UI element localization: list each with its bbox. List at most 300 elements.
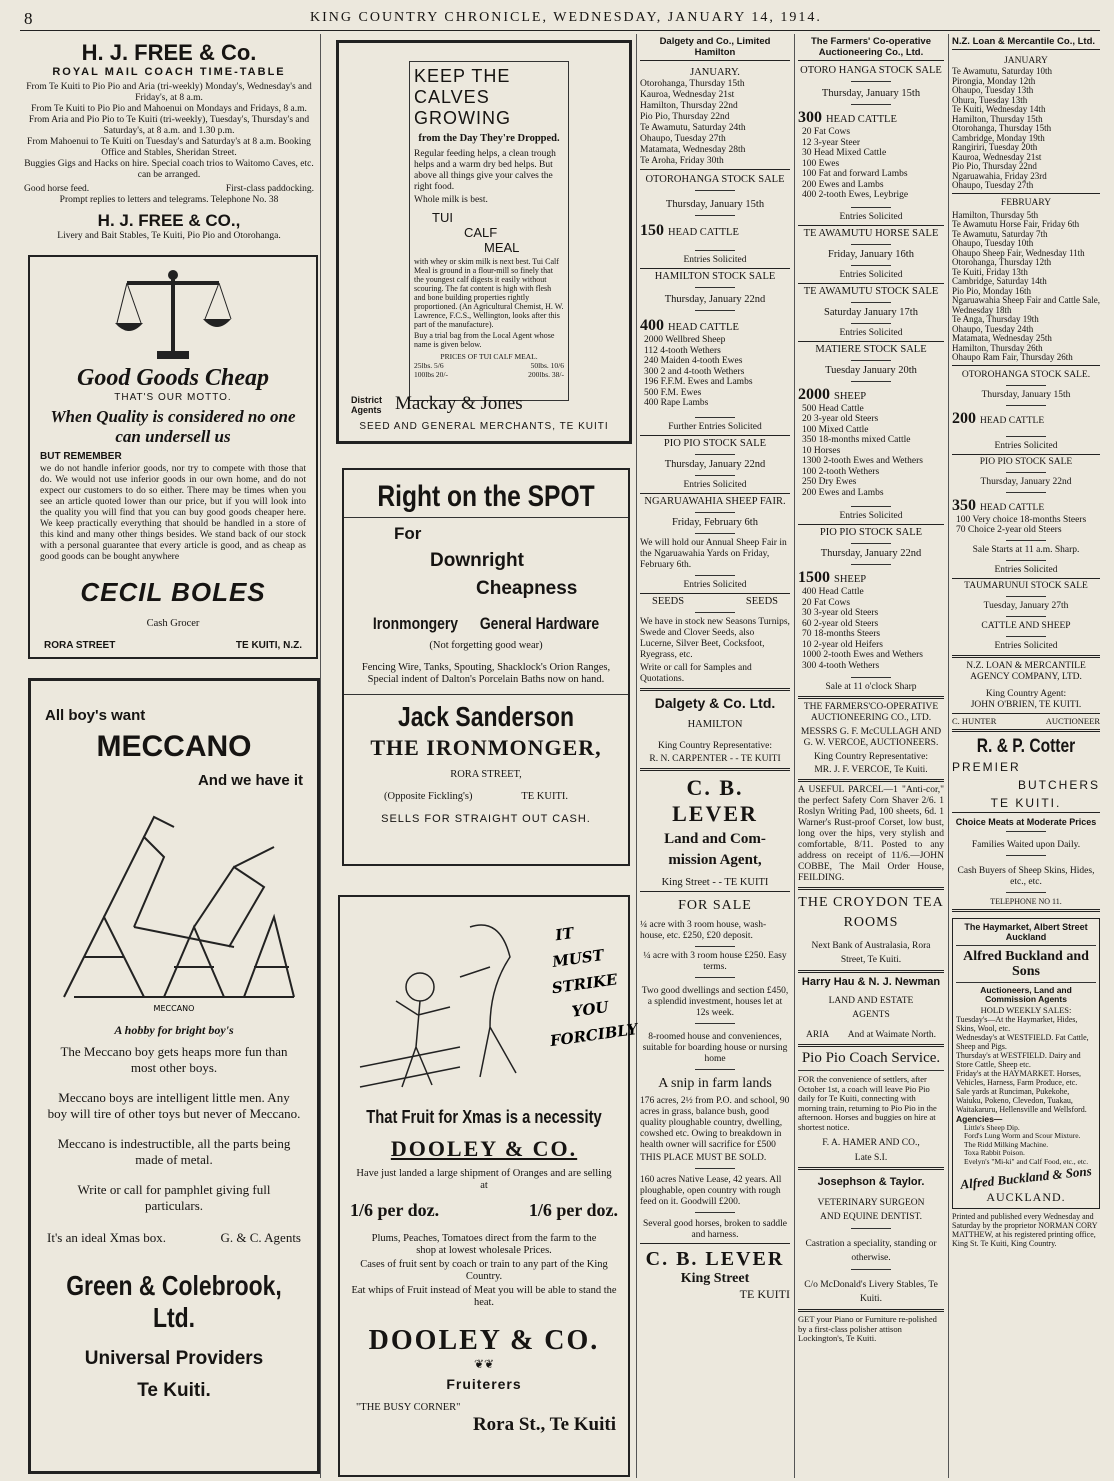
stock-item: 2000 Wellbred Sheep — [644, 335, 726, 345]
calves-p4: Buy a trial bag from the Local Agent whose name is given below. — [414, 331, 555, 349]
dalgety-seeds-write: Write or call for Samples and Quotations. — [640, 662, 752, 684]
meccano-p2: Meccano boys are intelligent little men. Any boy will tire of other toys but never of Meccano. — [47, 1090, 301, 1121]
farmers-s4-head: SHEEP — [834, 390, 867, 402]
nzloan-date: Te Awamutu, Saturday 10th — [952, 66, 1053, 76]
meccano-providers: Universal Providers — [84, 1348, 264, 1369]
buckland-ad — [952, 918, 1100, 1210]
lever-listing: Two good dwellings and section £450, a splendid investment, houses let at 12s week. — [641, 985, 789, 1018]
nzloan-date: Ohaupo, Tuesday 10th — [952, 238, 1034, 248]
sanderson-downright: Downright — [430, 550, 524, 571]
buckland-agencies: Agencies— — [956, 1113, 1003, 1124]
dalgety-s1-head: HEAD CATTLE — [668, 227, 739, 238]
farmers-column — [798, 36, 944, 1344]
stock-item: 400 2-tooth Ewes, Leybrige — [802, 190, 909, 200]
calves-panel — [409, 61, 569, 401]
cotter-town: TE KUITI. — [990, 795, 1062, 810]
meccano-intro: All boy's want — [45, 707, 146, 724]
nzloan-date: Ohaupo, Tuesday 27th — [952, 180, 1034, 190]
nzloan-s3-sub: CATTLE AND SHEEP — [981, 620, 1071, 631]
nzloan-date: Te Kuiti, Wednesday 14th — [952, 104, 1046, 114]
vet-body: Castration a speciality, standing or otherwise. — [805, 1239, 937, 1263]
dooley-name2: DOOLEY & CO. — [368, 1325, 600, 1356]
cotter-ad — [952, 736, 1100, 912]
nzloan-s1-title: OTOROHANGA STOCK SALE. — [961, 369, 1091, 380]
dooley-price1: 1/6 per doz. — [350, 1200, 440, 1220]
calves-headline: KEEP THE CALVES GROWING — [414, 66, 511, 128]
cotter-families: Families Waited upon Daily. — [971, 839, 1081, 850]
meccano-agents: G. & C. Agents — [220, 1230, 301, 1245]
meccano-title: MECCANO — [96, 730, 252, 763]
farmers-rep: King Country Representative: — [814, 752, 928, 762]
calves-district: District Agents — [351, 395, 383, 415]
nzloan-date: Cambridge, Monday 19th — [952, 132, 1045, 143]
stock-item: 200 Ewes and Lambs — [802, 179, 884, 190]
dalgety-town: HAMILTON — [687, 718, 743, 730]
calves-prices-title: PRICES OF TUI CALF MEAL. — [440, 352, 538, 361]
farmers-firm: THE FARMERS'CO-OPERATIVE AUCTIONEERING CO., LTD. — [803, 702, 939, 723]
meccano-ad — [28, 678, 320, 1474]
dooley-fruiterers: Fruiterers — [446, 1376, 522, 1392]
stock-item: 30 3-year old Steers — [802, 608, 879, 618]
buckland-hold: HOLD WEEKLY SALES: — [980, 1004, 1072, 1015]
cotter-cash: Cash Buyers of Sheep Skins, Hides, etc., etc. — [957, 865, 1095, 887]
lever-role2: mission Agent, — [668, 851, 762, 868]
imprint: Printed and published every Wednesday and Saturday by the proprietor NORMAN CORY MATTHEW, at his registered printing office, King St. Te Kuiti, King Country. — [952, 1212, 1098, 1248]
cecil-boles-ad — [28, 255, 318, 659]
nzloan-s2-count: 350 — [952, 496, 976, 514]
nzloan-date: Otorohanga, Thursday 15th — [952, 123, 1052, 133]
boles-motto: THAT'S OUR MOTTO. — [114, 392, 232, 403]
dalgety-s4-title: NGARUAWAHIA SHEEP FAIR. — [644, 495, 786, 507]
meccano-img-label: MECCANO — [153, 1004, 195, 1013]
dooley-ornament: ❦❦ — [473, 1357, 495, 1371]
vet-title: Josephson & Taylor. — [817, 1176, 925, 1188]
nzloan-date: Rangiriri, Tuesday 20th — [952, 142, 1038, 152]
nzloan-date: Matamata, Wednesday 25th — [952, 333, 1052, 343]
free-feed: Good horse feed. — [24, 184, 90, 194]
stock-item: 1300 2-tooth Ewes and Wethers — [802, 456, 923, 466]
dalgety-month: JANUARY. — [690, 67, 740, 78]
nzloan-agent: King Country Agent: — [985, 688, 1067, 699]
dalgety-firm: Dalgety & Co. Ltd. — [654, 694, 776, 711]
croydon-title: THE CROYDON TEA ROOMS — [798, 895, 944, 930]
nzloan-date: Ngaruawahia Sheep Fair and Cattle Sale, Wednesday 18th — [952, 295, 1100, 315]
stock-item: 12 3-year Steer — [802, 137, 861, 148]
dalgety-s2-count: 400 — [640, 317, 664, 334]
farmers-s1-date: Thursday, January 15th — [821, 88, 921, 99]
hau-title: Harry Hau & N. J. Newman — [801, 976, 941, 988]
buckland-role: Auctioneers, Land and Commission Agents — [980, 984, 1072, 1004]
lever-must: THIS PLACE MUST BE SOLD. — [640, 1152, 767, 1163]
boles-headline: Good Goods Cheap — [76, 365, 269, 391]
dalgety-s4-date: Friday, February 6th — [672, 516, 758, 528]
stock-item: 500 F.M. Ewes — [644, 387, 702, 398]
vet-role: VETERINARY SURGEON AND EQUINE DENTIST. — [817, 1198, 925, 1222]
lever-listing: Several good horses, broken to saddle and harness. — [642, 1218, 788, 1240]
cotter-choice: Choice Meats at Moderate Prices — [955, 816, 1097, 827]
dalgety-seeds-body: We have in stock new Seasons Turnips, Swede and Clover Seeds, also Lucerne, Silver Beet, Cocksfoot, Ryegrass, etc. — [640, 616, 790, 660]
dalgety-date: Kauroa, Wednesday 21st — [640, 90, 735, 100]
nzloan-date: Te Awamutu Horse Fair, Friday 6th — [952, 219, 1080, 229]
farmers-s2-title: TE AWAMUTU HORSE SALE — [803, 227, 939, 239]
farmers-s3-entries: Entries Solicited — [839, 327, 903, 338]
buckland-sale: Thursday's at WESTFIELD. Dairy and Store Cattle, Sheep etc. — [956, 1050, 1081, 1069]
sanderson-sells: SELLS FOR STRAIGHT OUT CASH. — [381, 813, 591, 825]
dooley-name: DOOLEY & CO. — [390, 1136, 578, 1161]
sanderson-not: (Not forgetting good wear) — [429, 640, 543, 651]
buckland-sale: Wednesday's at WESTFIELD. Fat Cattle, Sheep and Pigs. — [956, 1032, 1089, 1051]
stock-item: 112 4-tooth Wethers — [644, 345, 721, 356]
nzloan-date: Ohaupo, Tuesday 13th — [952, 85, 1034, 95]
nzloan-date: Te Kuiti, Friday 13th — [952, 266, 1028, 277]
free-footer-title: H. J. FREE & CO., — [97, 211, 241, 230]
lever-name: C. B. LEVER — [672, 774, 758, 826]
meccano-p4: Write or call for pamphlet giving full particulars. — [77, 1182, 271, 1213]
farmers-s5-count: 1500 — [798, 569, 830, 586]
parcel-ad: A USEFUL PARCEL—1 "Anti-cor," the perfect Safety Corn Shaver 2/6. 1 Roslyn Writing Pad, 100 sheets, 6d. 1 Warner's Rust-proof Corset, low bust, long over the hips, very stylish and comfortable, 8/11. Posted to any address on receipt of 11/6.—JOHN COBBE, The Mail Order House, FEILDING. — [798, 785, 944, 883]
stock-item: 196 F.F.M. Ewes and Lambs — [644, 377, 753, 387]
calves-price: 200lbs. 38/- — [528, 370, 564, 379]
free-paddock: First-class paddocking. — [225, 184, 314, 194]
dalgety-s3-entries: Entries Solicited — [683, 479, 747, 490]
farmers-s4-title: MATIERE STOCK SALE — [815, 343, 927, 355]
buckland-name: Alfred Buckland and Sons — [963, 948, 1089, 979]
farmers-s5-title: PIO PIO STOCK SALE — [819, 527, 923, 538]
sanderson-role: THE IRONMONGER, — [370, 735, 602, 760]
stock-item: 100 Fat and forward Lambs — [802, 169, 908, 179]
nzloan-date: Ohaupo, Tuesday 24th — [952, 323, 1034, 334]
dalgety-date: Matamata, Wednesday 28th — [640, 145, 746, 155]
coach-firm: F. A. HAMER AND CO., — [822, 1138, 920, 1148]
nzloan-date: Pirongia, Monday 12th — [952, 75, 1036, 86]
free-line: From Te Kuiti to Pio Pio and Aria (tri-weekly) Monday's, Wednesday's and Friday's, at 8 a.m. — [26, 82, 312, 103]
boles-body: we do not handle inferior goods, nor try to compete with those that do. We would not use inferior goods in our own home, and do not expect our customers to do so either. There may be times when you see an article quoted lower than our price, but if you will look into the quality you will find that you can buy good goods cheaper here. We keep practically everything that should be handled in a store of this kind and many other things besides. We stand back of our stock with a personal guarantee that every article is good, and as cheap as good goods can be bought anywhere — [40, 464, 306, 562]
buckland-town: AUCKLAND. — [986, 1190, 1066, 1204]
nzloan-date: Hamilton, Thursday 15th — [952, 113, 1043, 124]
stock-item: 1000 2-tooth Ewes and Wethers — [802, 650, 923, 660]
dalgety-rep: King Country Representative: — [658, 740, 772, 751]
nzloan-s2-sale: Sale Starts at 11 a.m. Sharp. — [972, 544, 1080, 555]
dooley-landed: Have just landed a large shipment of Oranges and are selling at — [356, 1168, 612, 1191]
dalgety-s3-title: PIO PIO STOCK SALE — [663, 437, 767, 449]
cotter-butchers: BUTCHERS — [1017, 777, 1100, 792]
stock-item: 10 2-year old Heifers — [802, 639, 883, 650]
lever-town2: TE KUITI — [739, 1286, 790, 1301]
nzloan-date: Cambridge, Saturday 14th — [952, 276, 1047, 286]
dalgety-rep-name: R. N. CARPENTER - - TE KUITI — [649, 753, 781, 764]
farmers-s5-head: SHEEP — [834, 574, 867, 585]
dalgety-s3-date: Thursday, January 22nd — [664, 458, 766, 470]
dalgety-date: Pio Pio, Thursday 22nd — [640, 112, 730, 122]
sanderson-headline: Right on the SPOT — [377, 480, 595, 513]
nzloan-s1-entries: Entries Solicited — [994, 440, 1058, 451]
dalgety-s2-head: HEAD CATTLE — [668, 322, 739, 333]
stock-item: 100 Very choice 18-months Steers — [956, 514, 1087, 525]
hau-role: LAND AND ESTATE AGENTS — [828, 996, 914, 1020]
dooley-fruiterers-ad — [338, 895, 639, 1477]
lever-listing: 160 acres Native Lease, 42 years. All ploughable, open country with rough feed on it. Goodwill £200. — [640, 1174, 782, 1207]
nzloan-date: Ohaupo Sheep Fair, Wednesday 11th — [952, 247, 1085, 258]
nzloan-s1-head: HEAD CATTLE — [980, 415, 1045, 426]
nzloan-s2-date: Thursday, January 22nd — [980, 476, 1072, 487]
column-rule — [320, 34, 321, 1478]
nzloan-feb: FEBRUARY — [1000, 197, 1052, 208]
farmers-s5-date: Thursday, January 22nd — [820, 548, 922, 559]
dalgety-s1-entries: Entries Solicited — [683, 255, 747, 265]
lever-listing: 8-roomed house and conveniences, suitable for boarding house or nursing home — [642, 1031, 788, 1064]
page-header — [20, 6, 1100, 31]
nzloan-title: N.Z. Loan & Mercantile Co., Ltd. — [952, 36, 1096, 47]
column-rule — [794, 34, 795, 1478]
fruit-cartoon-illustration — [340, 897, 639, 1097]
stock-item: 20 Fat Cows — [802, 127, 851, 137]
nzloan-date: Ohaupo Ram Fair, Thursday 26th — [952, 352, 1073, 362]
nzloan-date: Ohura, Tuesday 13th — [952, 94, 1028, 105]
stock-item: 20 Fat Cows — [802, 597, 851, 608]
dalgety-s4-entries: Entries Solicited — [683, 579, 747, 590]
farmers-s2-entries: Entries Solicited — [839, 269, 903, 280]
nzloan-s1-date: Thursday, January 15th — [981, 389, 1071, 400]
meccano-p5: It's an ideal Xmas box. — [47, 1230, 166, 1245]
buckland-sale: Tuesday's—At the Haymarket, Hides, Skins, Wool, etc. — [956, 1014, 1078, 1033]
dalgety-date: Otorohanga, Thursday 15th — [640, 79, 745, 89]
buckland-agency: Ford's Lung Worm and Scour Mixture. — [964, 1131, 1081, 1140]
dalgety-seeds-left: SEEDS — [652, 595, 685, 607]
calves-p3: with whey or skim milk is next best. Tui Calf Meal is ground in a flour-mill so finely that the youngest calf digests it easily without scouring. The fat content is high with flesh and bone building properties rightly proportioned. (An Agricultural Chemist, H. W. Lawrence, F.C.S., Wellington, looks after this part of the manufacture). — [414, 257, 564, 329]
sanderson-opp: (Opposite Fickling's) — [384, 791, 473, 802]
farmers-s3-title: TE AWAMUTU STOCK SALE — [803, 285, 939, 297]
sanderson-ironmonger-ad — [342, 468, 630, 866]
nzloan-date: Pio Pio, Monday 16th — [952, 285, 1032, 296]
calves-p1: Regular feeding helps, a clean trough helps and a warm dry bed helps. But above all things give your calves the right food. — [414, 149, 556, 192]
nzloan-s3-title: TAUMARUNUI STOCK SALE — [964, 580, 1088, 591]
page-number: 8 — [24, 9, 35, 28]
coach-title: Pio Pio Coach Service. — [801, 1050, 941, 1066]
dalgety-s1-date: Thursday, January 15th — [665, 199, 765, 210]
dalgety-title: Dalgety and Co., Limited Hamilton — [659, 36, 771, 58]
dalgety-s2-title: HAMILTON STOCK SALE — [654, 271, 776, 282]
calves-merchants: SEED AND GENERAL MERCHANTS, TE KUITI — [359, 421, 609, 432]
meccano-p1: The Meccano boy gets heaps more fun than most other boys. — [60, 1044, 288, 1075]
dalgety-s4-body: We will hold our Annual Sheep Fair in the Ngaruawahia Yards on Friday, February 6th. — [640, 537, 787, 570]
buckland-agency: Little's Sheep Dip. — [964, 1122, 1020, 1132]
farmers-messrs: MESSRS G. F. McCULLAGH AND G. W. VERCOE, AUCTIONEERS. — [800, 727, 942, 748]
free-line: From Te Kuiti to Pio Pio and Mahoenui on Mondays and Fridays, 8 a.m. — [31, 104, 307, 114]
stock-item: 300 4-tooth Wethers — [802, 660, 880, 671]
stock-item: 500 Head Cattle — [802, 403, 864, 414]
stock-item: 10 Horses — [802, 445, 841, 456]
stock-item: 100 Ewes — [802, 158, 840, 169]
dooley-corner: "THE BUSY CORNER" — [356, 1402, 461, 1413]
cotter-title: R. & P. Cotter — [976, 735, 1076, 757]
farmers-s2-date: Friday, January 16th — [828, 248, 914, 260]
scales-icon — [113, 263, 233, 363]
nzloan-s3-date: Tuesday, January 27th — [983, 600, 1069, 611]
dalgety-s1-count: 150 — [640, 222, 664, 239]
farmers-s4-count: 2000 — [798, 385, 830, 403]
dooley-street: Rora St., Te Kuiti — [472, 1414, 616, 1435]
stock-item: 100 Mixed Cattle — [802, 424, 869, 435]
tui-calf-meal-ad — [336, 40, 632, 444]
nzloan-column — [952, 36, 1100, 1248]
coach-body: FOR the convenience of settlers, after October 1st, a coach will leave Pio Pio daily for Te Kuiti, connecting with morning train, returning to Pio Pio in the afternoon. Horses and buggies on hire at shortest notice. — [798, 1074, 937, 1132]
dalgety-s2-entries: Further Entries Solicited — [668, 421, 762, 432]
hau-waimate: And at Waimate North. — [847, 1030, 936, 1040]
stock-item: 30 Head Mixed Cattle — [802, 148, 887, 158]
farmers-s1-title: OTORO HANGA STOCK SALE — [800, 65, 942, 76]
stock-item: 20 3-year old Steers — [802, 414, 879, 424]
buckland-agency: Toxa Rabbit Poison. — [964, 1148, 1025, 1157]
lever-role1: Land and Com- — [664, 830, 766, 847]
lever-listing: ¼ acre with 3 room house, wash-house, etc. £250, £20 deposit. — [640, 919, 767, 941]
calves-from: from the Day They're Dropped. — [418, 133, 560, 144]
free-subtitle: ROYAL MAIL COACH TIME-TABLE — [52, 66, 286, 78]
nzloan-s2-head: HEAD CATTLE — [980, 502, 1045, 513]
calves-price: 25lbs. 5/6 — [414, 361, 444, 370]
cotter-tel: TELEPHONE NO 11. — [990, 896, 1062, 906]
nzloan-date: Pio Pio, Thursday 22nd — [952, 161, 1037, 171]
nzloan-date: Hamilton, Thursday 26th — [952, 342, 1043, 353]
boles-name: CECIL BOLES — [80, 577, 266, 607]
sanderson-hardware: General Hardware — [479, 614, 600, 633]
vet-addr: C/o McDonald's Livery Stables, Te Kuiti. — [804, 1280, 938, 1304]
meccano-p3: Meccano is indestructible, all the parts being made of metal. — [57, 1136, 291, 1167]
stock-item: 300 2 and 4-tooth Wethers — [644, 366, 745, 377]
buckland-signature: Alfred Buckland & Sons — [959, 1163, 1093, 1192]
stock-item: 250 Dry Ewes — [802, 477, 857, 487]
lever-snip: A snip in farm lands — [658, 1075, 772, 1091]
boles-quality: When Quality is considered no one can undersell us — [50, 407, 296, 446]
calves-product3: MEAL — [484, 240, 520, 255]
stock-item: 350 18-months mixed Cattle — [802, 435, 911, 445]
nzloan-jan: JANUARY — [1004, 56, 1048, 66]
nzloan-date: Otorohanga, Thursday 12th — [952, 257, 1052, 267]
farmers-s3-date: Saturday January 17th — [824, 306, 918, 318]
stock-item: 70 Choice 2-year old Steers — [956, 525, 1062, 535]
meccano-firm: Green & Colebrook, Ltd. — [66, 1270, 282, 1333]
sanderson-street: RORA STREET, — [450, 769, 522, 780]
farmers-rep-name: MR. J. F. VERCOE, Te Kuiti. — [814, 765, 928, 775]
coach-late: Late S.I. — [854, 1153, 888, 1163]
dooley-cases: Cases of fruit sent by coach or train to any part of the King Country. — [360, 1259, 608, 1282]
boles-town: TE KUITI, N.Z. — [235, 640, 302, 651]
nzloan-auctioneer: AUCTIONEER — [1045, 715, 1100, 726]
farmers-s1-entries: Entries Solicited — [839, 211, 903, 222]
calves-product1: TUI — [432, 210, 453, 225]
nzloan-s1-count: 200 — [952, 409, 976, 427]
stock-item: 100 2-tooth Wethers — [802, 466, 880, 477]
dalgety-date: Te Aroha, Friday 30th — [640, 156, 724, 166]
nzloan-s2-entries: Entries Solicited — [994, 564, 1058, 575]
masthead-title: KING COUNTRY CHRONICLE, WEDNESDAY, JANUARY 14, 1914. — [310, 10, 822, 25]
nzloan-date: Te Anga, Thursday 19th — [952, 314, 1039, 324]
lever-street: King Street - - TE KUITI — [661, 876, 769, 888]
buckland-agency: Evelyn's "Mi-ki" and Calf Food, etc., etc. — [964, 1156, 1089, 1166]
calves-price: 100lbs 20/- — [414, 370, 448, 379]
column-rule — [948, 34, 949, 1478]
nzloan-hunter: C. HUNTER — [952, 715, 997, 726]
sanderson-name: Jack Sanderson — [397, 701, 575, 732]
boles-street: RORA STREET — [44, 640, 116, 651]
lever-forsale: FOR SALE — [678, 897, 752, 913]
stock-item: 60 2-year old Steers — [802, 618, 879, 629]
free-line: From Aria and Pio Pio to Te Kuiti (tri-weekly), Tuesday's, Thursday's and Saturday's, at 8 a.m. and 1.30 p.m. — [28, 115, 310, 136]
free-line: Buggies Gigs and Hacks on hire. Special coach trios to Waitomo Caves, etc. can be arranged. — [24, 159, 314, 180]
dalgety-column — [640, 36, 790, 1302]
nzloan-s3-entries: Entries Solicited — [994, 640, 1058, 651]
stock-item: 400 Rape Lambs — [644, 398, 709, 408]
calves-price: 50lbs. 10/6 — [530, 361, 564, 370]
boles-role: Cash Grocer — [146, 618, 200, 629]
nzloan-firm: N.Z. LOAN & MERCANTILE AGENCY COMPANY, LTD. — [966, 660, 1086, 682]
free-title: H. J. FREE & Co. — [81, 40, 257, 65]
dalgety-date: Ohaupo, Tuesday 27th — [640, 134, 726, 144]
nzloan-date: Ngaruawahia, Friday 23rd — [952, 170, 1047, 181]
lever-street2: King Street — [680, 1270, 750, 1286]
hau-aria: ARIA — [806, 1030, 830, 1040]
cotter-premier: PREMIER — [952, 759, 1021, 774]
stock-item: 70 18-months Steers — [802, 629, 881, 639]
meccano-have: And we have it — [197, 772, 303, 789]
lever-listing: 176 acres, 2½ from P.O. and school, 90 acres in grass, balance bush, good quality ploughable country, dwelling, cowshed etc. Owing to breakdown in health owner will sacrifice for £500 — [640, 1095, 790, 1150]
lever-listing: ¼ acre with 3 room house £250. Easy terms. — [643, 950, 787, 972]
meccano-town: Te Kuiti. — [137, 1380, 211, 1401]
nzloan-date: Kauroa, Wednesday 21st — [952, 151, 1042, 162]
column-rule — [636, 34, 637, 1478]
meccano-model-illustration — [44, 797, 304, 1017]
buckland-sale: Friday's at the HAYMARKET. Horses, Vehicles, Harness, Farm Produce, etc. — [956, 1068, 1081, 1087]
buckland-top: The Haymarket, Albert Street Auckland — [964, 921, 1088, 942]
dooley-whips: Eat whips of Fruit instead of Meat you will be able to stand the heat. — [351, 1285, 617, 1308]
lever-name2: C. B. LEVER — [645, 1247, 785, 1270]
dalgety-date: Hamilton, Thursday 22nd — [640, 101, 738, 111]
sanderson-cheapness: Cheapness — [476, 578, 578, 599]
buckland-agency: The Ridd Milking Machine. — [964, 1139, 1049, 1149]
dooley-fruit: That Fruit for Xmas is a necessity — [366, 1107, 602, 1127]
free-coach-ad — [24, 40, 314, 240]
croydon-next: Next Bank of Australasia, Rora Street, Te Kuiti. — [811, 941, 931, 965]
farmers-title: The Farmers' Co-operative Auctioneering Co., Ltd. — [811, 36, 931, 58]
sanderson-iron: Ironmongery — [372, 614, 459, 633]
dalgety-seeds-right: SEEDS — [745, 595, 778, 607]
piano-ad: GET your Piano or Furniture re-polished by a first-class polisher attison Lockington's, Te Kuiti. — [798, 1314, 937, 1343]
sanderson-for: For — [394, 524, 422, 543]
calves-product2: CALF — [464, 225, 498, 240]
stock-item: 240 Maiden 4-tooth Ewes — [644, 356, 743, 366]
farmers-s4-entries: Entries Solicited — [839, 511, 903, 521]
stock-item: 400 Head Cattle — [802, 587, 864, 597]
free-line: From Mahoenui to Te Kuiti on Tuesday's and Saturday's at 8 a.m. Booking Office and Stables, Sheridan Street. — [27, 137, 311, 158]
nzloan-date: Hamilton, Thursday 5th — [952, 209, 1039, 220]
free-footer-sub: Livery and Bait Stables, Te Kuiti, Pio Pio and Otorohanga. — [57, 231, 281, 241]
farmers-s5-entries: Sale at 11 o'clock Sharp — [825, 682, 917, 692]
buckland-sale: Sale yards at Runciman, Pukekohe, Waiuku, Pokeno, Clevedon, Tuakau, Waitakaruru, Hellensville and Wellsford. — [956, 1086, 1087, 1114]
nzloan-date: Te Awamutu, Saturday 7th — [952, 228, 1048, 239]
farmers-s1-head: HEAD CATTLE — [826, 114, 897, 125]
nzloan-s2-title: PIO PIO STOCK SALE — [979, 456, 1073, 467]
meccano-hobby: A hobby for bright boy's — [114, 1023, 234, 1037]
free-prompt: Prompt replies to letters and telegrams. Telephone No. 38 — [59, 195, 279, 205]
stock-item: 200 Ewes and Lambs — [802, 487, 884, 498]
calves-p2: Whole milk is best. — [414, 195, 488, 205]
farmers-s1-count: 300 — [798, 109, 822, 126]
lever-ad — [640, 775, 790, 1302]
dooley-plums: Plums, Peaches, Tomatoes direct from the farm to the shop at lowest wholesale Prices. — [371, 1233, 597, 1256]
sanderson-town: TE KUITI. — [521, 791, 568, 802]
calves-agents: Mackay & Jones — [395, 393, 523, 414]
dooley-price2: 1/6 per doz. — [528, 1200, 618, 1220]
farmers-s4-date: Tuesday January 20th — [825, 364, 917, 376]
